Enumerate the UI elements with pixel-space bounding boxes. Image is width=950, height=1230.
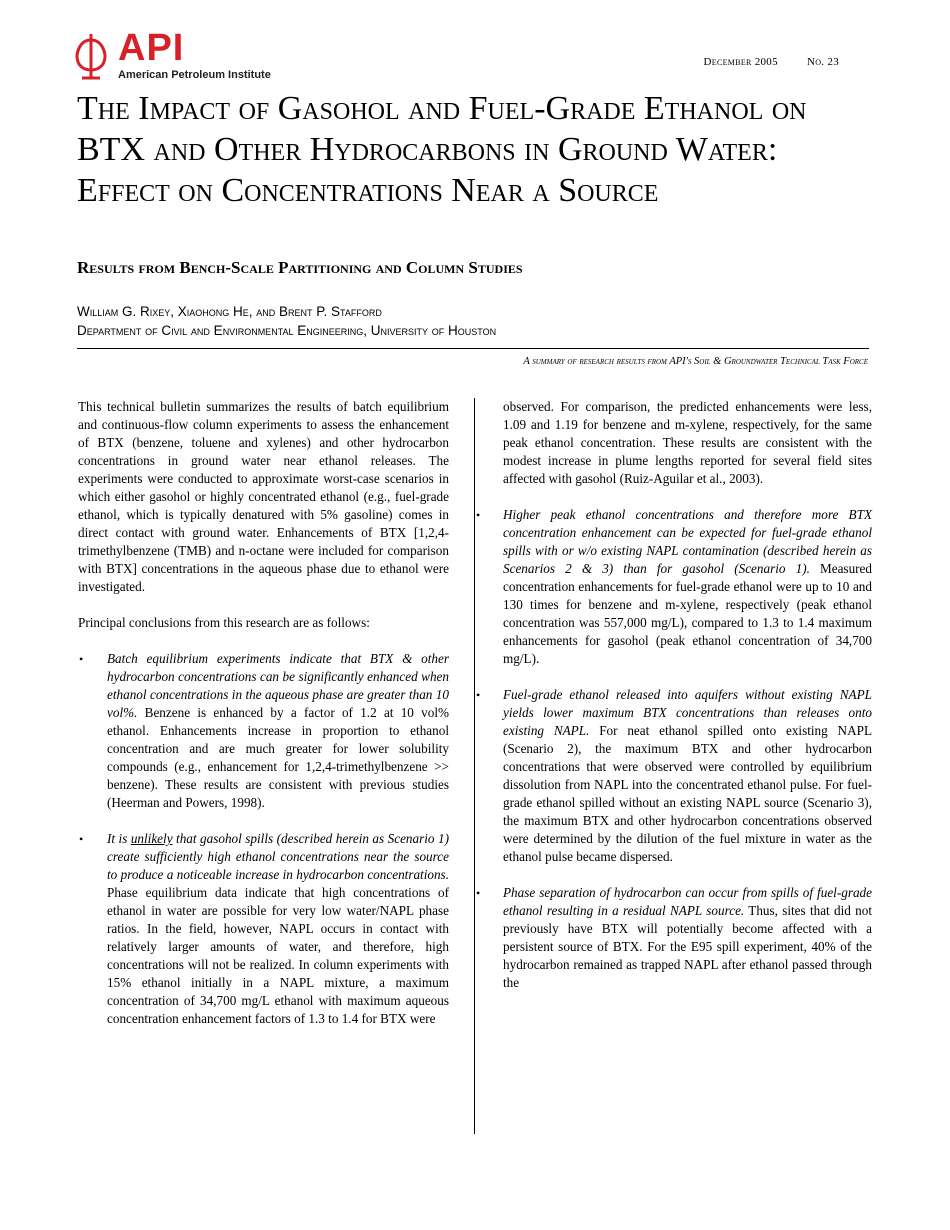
bullet-icon: • — [476, 688, 481, 702]
logo-brand: API — [118, 27, 185, 69]
api-logo — [74, 27, 289, 81]
left-column — [78, 398, 449, 1046]
conclusion-lead: Batch equilibrium experiments indicate that BTX & other hydrocarbon concentrations can be significantly enhanced when ethanol concentrations in the aqueous phase are greater than 10 vol%. — [107, 651, 449, 720]
list-item — [78, 830, 449, 1028]
right-column — [476, 398, 872, 1010]
authors-block — [77, 302, 496, 340]
conclusions-list — [78, 650, 449, 1028]
bullet-icon: • — [79, 652, 84, 666]
author-affiliation: Department of Civil and Environmental Engineering, University of Houston — [77, 323, 497, 338]
conclusion-text: Phase equilibrium data indicate that high concentrations of ethanol in water are possible for very low water/NAPL phase ratios. In the field, however, NAPL occurs in contact with relatively larger amounts of water, and therefore, high concentrations will not be realized. In column experiments with 15% ethanol initially in a NAPL mixture, a maximum concentration of 34,700 mg/L ethanol with maximum aqueous concentration enhancement factors of 1.3 to 1.4 for BTX were — [107, 885, 449, 1026]
issue-date: December 2005 — [703, 56, 778, 68]
conclusion-text: Measured concentration enhancements for fuel-grade ethanol were up to 10 and 130 times for benzene and m-xylene, respectively (peak ethanol concentration was 557,000 mg/L), compared to 1.3 to 1.4 maximum enhancements for gasohol (peak ethanol concentration of 34,700 mg/L). — [503, 561, 872, 666]
conclusion-text: Thus, sites that did not previously have BTX will potentially become affected with a persistent source of BTX. For the E95 spill experiment, 40% of the hydrocarbon remained as trapped NAPL after ethanol passed through the — [503, 903, 872, 990]
emphasis-unlikely: unlikely — [130, 831, 173, 846]
intro-paragraph: This technical bulletin summarizes the results of batch equilibrium and continuous-flow column experiments to assess the enhancement of BTX (benzene, toluene and xylenes) and other hydrocarbon concentrations in ground water near ethanol releases. The experiments were conducted to approximate worst-case scenarios in which either gasohol or highly concentrated ethanol (e.g., fuel-grade ethanol, which is typically denatured with 5% gasoline) comes in direct contact with ground water. Enhancements of BTX [1,2,4-trimethylbenzene (TMB) and n-octane were included for comparison with BTX] concentrations in the aqueous phase due to ethanol were investigated. — [78, 399, 449, 594]
page-title: The Impact of Gasohol and Fuel-Grade Ethanol on BTX and Other Hydrocarbons in Ground Water: Effect on Concentrations Near a Source — [77, 90, 807, 209]
bullet-icon: • — [79, 832, 84, 846]
conclusion-lead: Phase separation of hydrocarbon can occur from spills of fuel-grade ethanol resulting in a residual NAPL source. — [503, 885, 872, 918]
conclusion-lead: It is unlikely that gasohol spills (described herein as Scenario 1) create sufficiently high ethanol concentrations near the source to produce a noticeable increase in hydrocarbon concentrations. — [107, 831, 449, 882]
api-emblem-icon — [74, 32, 108, 80]
continued-paragraph: observed. For comparison, the predicted enhancements were less, 1.09 and 1.19 for benzene and m-xylene, respectively, for the same peak ethanol concentration. These results are consistent with the modest increase in plume lengths reported for several field sites affected with gasohol (Ruiz-Aguilar et al., 2003). — [503, 399, 872, 486]
conclusion-text: For neat ethanol spilled onto existing NAPL (Scenario 2), the maximum BTX and other hydrocarbon concentrations that were observed were controlled by equilibrium dissolution from NAPL into the concentrated ethanol pulse. For fuel-grade ethanol spilled without an existing NAPL source (Scenario 3), the maximum BTX and other hydrocarbon concentrations observed were determined by the dilution of the fuel mixture in water as the ethanol pulse became dispersed. — [503, 723, 872, 864]
issue-meta — [678, 56, 839, 68]
conclusions-intro: Principal conclusions from this research are as follows: — [78, 615, 370, 630]
bullet-icon: • — [476, 886, 481, 900]
summary-line: A summary of research results from API's Soil & Groundwater Technical Task Force — [523, 356, 868, 367]
list-item — [476, 884, 872, 992]
list-item — [476, 686, 872, 866]
page-subtitle: Results from Bench-Scale Partitioning and Column Studies — [77, 258, 523, 277]
column-divider — [474, 398, 475, 1134]
bullet-icon: • — [476, 508, 481, 522]
issue-number: No. 23 — [806, 56, 839, 68]
conclusion-lead: Fuel-grade ethanol released into aquifers without existing NAPL yields lower maximum BTX concentrations than releases onto existing NAPL. — [503, 687, 872, 738]
conclusion-text: Benzene is enhanced by a factor of 1.2 at 10 vol% ethanol. Enhancements increase in proportion to ethanol concentration and are much greater for lower solubility compounds (e.g., enhancement for 1,2,4-trimethylbenzene >> benzene). These results are consistent with previous studies (Heerman and Powers, 1998). — [107, 705, 449, 810]
list-item — [476, 506, 872, 668]
header-rule — [77, 348, 869, 349]
conclusion-lead: Higher peak ethanol concentrations and therefore more BTX concentration enhancement can be expected for fuel-grade ethanol spills with or w/o existing NAPL contamination (described herein as Scenarios 2 & 3) than for gasohol (Scenario 1). — [503, 507, 872, 576]
logo-name: American Petroleum Institute — [118, 69, 271, 81]
author-names: William G. Rixey, Xiaohong He, and Brent P. Stafford — [77, 304, 382, 319]
conclusions-list-continued — [476, 506, 872, 992]
list-item — [78, 650, 449, 812]
